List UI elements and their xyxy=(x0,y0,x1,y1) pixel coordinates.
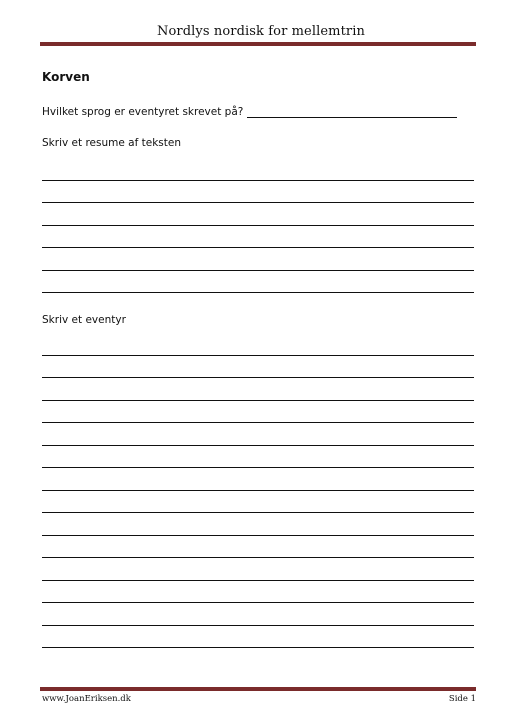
story-writing-line[interactable] xyxy=(42,512,474,513)
story-prompt: Skriv et eventyr xyxy=(42,314,126,326)
story-writing-line[interactable] xyxy=(42,580,474,581)
header-divider xyxy=(40,42,476,46)
footer-page-number: Side 1 xyxy=(448,694,476,704)
story-writing-line[interactable] xyxy=(42,377,474,378)
summary-writing-line[interactable] xyxy=(42,247,474,248)
summary-writing-line[interactable] xyxy=(42,270,474,271)
story-writing-line[interactable] xyxy=(42,535,474,536)
story-writing-line[interactable] xyxy=(42,355,474,356)
footer-divider xyxy=(40,687,476,691)
summary-writing-line[interactable] xyxy=(42,180,474,181)
story-writing-line[interactable] xyxy=(42,647,474,648)
story-writing-line[interactable] xyxy=(42,557,474,558)
summary-writing-line[interactable] xyxy=(42,225,474,226)
story-writing-line[interactable] xyxy=(42,625,474,626)
story-writing-line[interactable] xyxy=(42,490,474,491)
language-question-text: Hvilket sprog er eventyret skrevet på? xyxy=(42,106,244,118)
summary-writing-line[interactable] xyxy=(42,292,474,293)
story-writing-line[interactable] xyxy=(42,467,474,468)
story-writing-line[interactable] xyxy=(42,400,474,401)
language-question xyxy=(42,106,457,118)
story-writing-line[interactable] xyxy=(42,602,474,603)
story-writing-line[interactable] xyxy=(42,445,474,446)
summary-prompt: Skriv et resume af teksten xyxy=(42,137,181,149)
story-writing-line[interactable] xyxy=(42,422,474,423)
footer-website: www.JoanEriksen.dk xyxy=(42,694,131,704)
summary-writing-line[interactable] xyxy=(42,202,474,203)
language-answer-blank[interactable] xyxy=(247,107,457,118)
page-header-title: Nordlys nordisk for mellemtrin xyxy=(157,24,365,39)
section-title: Korven xyxy=(42,70,90,84)
